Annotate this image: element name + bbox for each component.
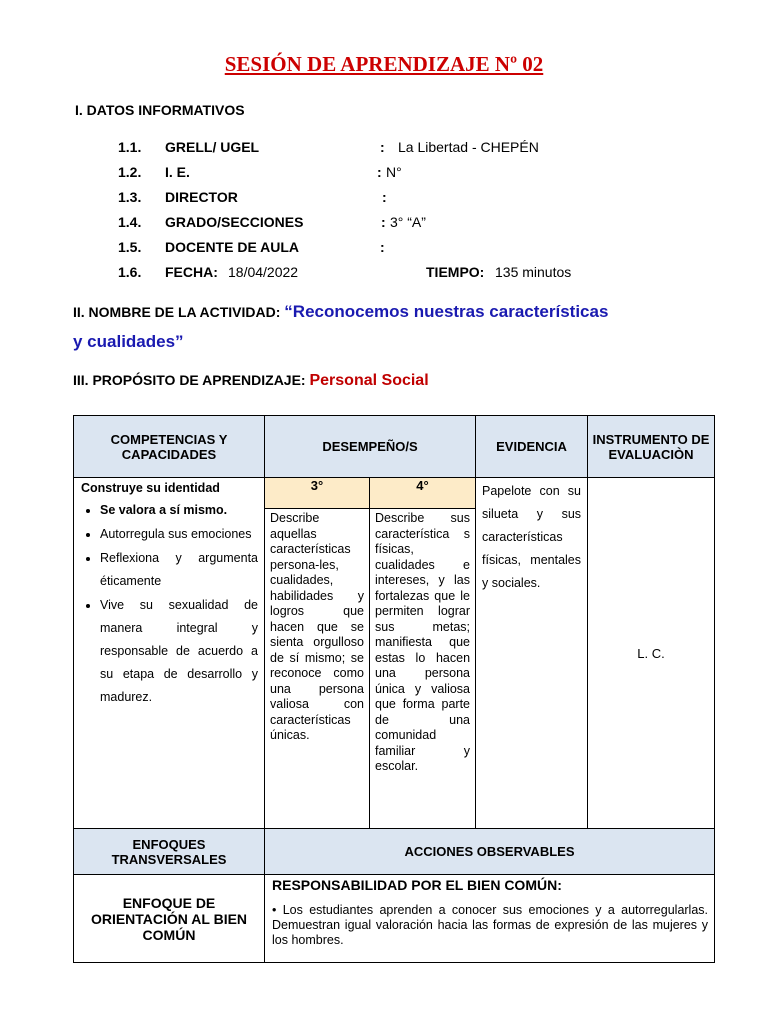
datos-sep: : [382, 189, 387, 205]
competencia-title: Construye su identidad [81, 481, 220, 495]
datos-num: 1.2. [118, 164, 142, 180]
fecha-value: 18/04/2022 [228, 264, 299, 280]
datos-row-4 [0, 214, 768, 234]
datos-num: 1.3. [118, 189, 142, 205]
learning-table [73, 415, 715, 963]
resp-title: RESPONSABILIDAD POR EL BIEN COMÚN: [272, 877, 562, 893]
header-enfoques: ENFOQUES TRANSVERSALES [74, 829, 265, 875]
header-instrumento: INSTRUMENTO DE EVALUACIÒN [588, 416, 715, 478]
datos-num: 1.6. [118, 264, 142, 280]
actividad-name: “Reconocemos nuestras características [284, 302, 609, 321]
instrumento-cell: L. C. [588, 478, 715, 829]
datos-label: DIRECTOR [165, 189, 238, 205]
datos-sep: : [380, 139, 385, 155]
tiempo-value: 135 minutos [495, 264, 572, 280]
header-desempenos: DESEMPEÑO/S [265, 416, 476, 478]
datos-label: DOCENTE DE AULA [165, 239, 300, 255]
datos-row-6 [0, 264, 768, 284]
grade-4-header: 4° [370, 478, 476, 509]
datos-sep: : [380, 239, 385, 255]
datos-label: GRADO/SECCIONES [165, 214, 304, 230]
desempeno-4-cell: Describe sus característica s físicas, cualidades e intereses, y las fortalezas que le permiten lograr sus metas; manifiesta que estas lo hacen una persona única y valiosa que forma parte de una comunidad familiar y escolar. [370, 509, 476, 829]
datos-row-5 [0, 239, 768, 259]
header-evidencia: EVIDENCIA [476, 416, 588, 478]
list-item: • Vive su sexualidad de manera integral y responsable de acuerdo a su etapa de desarrollo y madurez. [100, 594, 258, 709]
header-competencias: COMPETENCIAS Y CAPACIDADES [74, 416, 265, 478]
fecha-label: FECHA: [165, 264, 218, 280]
capacidades-list [81, 499, 258, 709]
datos-label: GRELL/ UGEL [165, 139, 260, 155]
datos-num: 1.1. [118, 139, 142, 155]
actividad-label: II. NOMBRE DE LA ACTIVIDAD: [73, 304, 285, 320]
section-proposito-heading [73, 372, 429, 390]
enfoque-cell: ENFOQUE DE ORIENTACIÓN AL BIEN COMÚN [74, 875, 265, 963]
evidencia-cell: Papelote con su silueta y sus características físicas, mentales y sociales. [476, 478, 588, 829]
datos-sep: : [381, 214, 386, 230]
section-actividad-heading [73, 302, 608, 322]
header-acciones: ACCIONES OBSERVABLES [265, 829, 715, 875]
list-item: • Reflexiona y argumenta éticamente [100, 547, 258, 593]
resp-text: • Los estudiantes aprenden a conocer sus emociones y a autorregularlas. Demuestran igual valoración hacia las formas de expresión de las mujeres y los hombres. [272, 903, 709, 947]
actividad-name-line2: y cualidades” [73, 332, 184, 351]
capacidades-cell [74, 478, 265, 829]
acciones-cell [265, 875, 715, 963]
datos-num: 1.4. [118, 214, 142, 230]
list-item: • Autorregula sus emociones [100, 523, 258, 546]
datos-row-3 [0, 189, 768, 209]
desempeno-3-cell: Describe aquellas características persona-les, cualidades, habilidades y logros que hacen que se sienta orgulloso de sí mismo; se reconoce como una persona valiosa con características únicas. [265, 509, 370, 829]
list-item: • Se valora a sí mismo. [100, 499, 258, 522]
page-title: SESIÓN DE APRENDIZAJE Nº 02 [224, 52, 544, 76]
datos-value: 3° “A” [390, 214, 426, 230]
tiempo-label: TIEMPO: [426, 264, 485, 280]
datos-label: I. E. [165, 164, 190, 180]
grade-3-header: 3° [265, 478, 370, 509]
datos-row-2 [0, 164, 768, 184]
proposito-label: III. PROPÓSITO DE APRENDIZAJE: [73, 372, 310, 388]
datos-sep: : [377, 164, 382, 180]
datos-row-1 [0, 139, 768, 159]
datos-num: 1.5. [118, 239, 142, 255]
datos-value: N° [386, 164, 402, 180]
datos-value: La Libertad - CHEPÉN [398, 139, 539, 155]
proposito-area: Personal Social [309, 372, 429, 389]
section-datos-heading: I. DATOS INFORMATIVOS [75, 102, 245, 118]
